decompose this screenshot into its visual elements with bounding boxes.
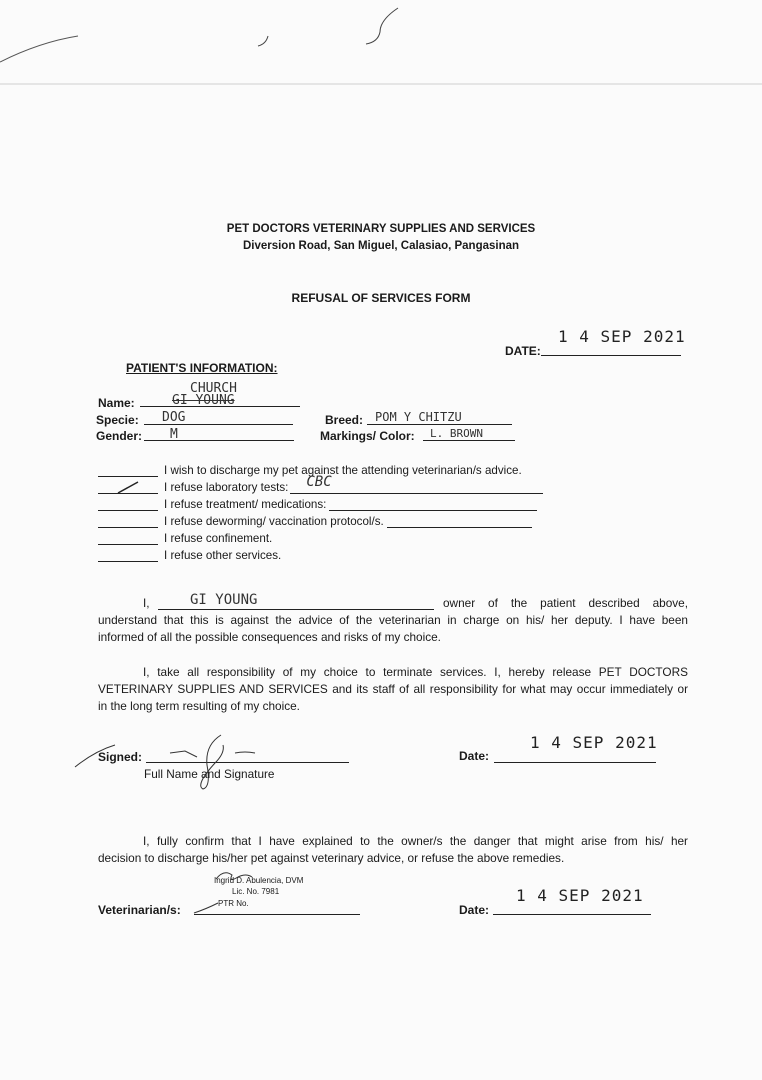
name-label: Name: <box>98 396 135 410</box>
scan-marks <box>0 0 762 100</box>
option-checkbox[interactable] <box>98 513 158 528</box>
markings-value: L. BROWN <box>430 427 483 440</box>
gender-value: M <box>170 427 178 442</box>
company-address: Diversion Road, San Miguel, Calasiao, Pangasinan <box>242 240 520 252</box>
gender-label: Gender: <box>96 429 143 443</box>
signed-date-line <box>494 762 656 763</box>
signed-date-label: Date: <box>459 749 490 763</box>
date-label: DATE: <box>505 344 541 358</box>
statement2-line2: VETERINARY SUPPLIES AND SERVICES and its staff of all responsibility for what may occur immediately or <box>98 682 688 696</box>
stamp-license: Lic. No. 7981 <box>232 887 280 896</box>
markings-label: Markings/ Color: <box>320 429 415 443</box>
option-checkbox[interactable] <box>98 462 158 477</box>
breed-label: Breed: <box>325 413 364 427</box>
option-row-treatment <box>98 494 537 511</box>
breed-value: POM Y CHITZU <box>375 410 462 424</box>
veterinarian-date-stamp: 1 4 SEP 2021 <box>516 886 644 905</box>
option-row-confinement <box>98 528 272 545</box>
statement3-line2: decision to discharge his/her pet against veterinary advice, or refuse the above remedies. <box>98 851 565 865</box>
patient-section-title: PATIENT'S INFORMATION: <box>126 361 278 375</box>
company-name: PET DOCTORS VETERINARY SUPPLIES AND SERVICES <box>226 223 536 235</box>
option-text: I refuse confinement. <box>164 532 273 545</box>
statement1-line3: informed of all the possible consequences and risks of my choice. <box>98 630 441 644</box>
lab-tests-line <box>290 474 543 494</box>
option-text: I refuse laboratory tests: <box>164 481 289 494</box>
option-text: I wish to discharge my pet against the attending veterinarian/s advice. <box>164 464 522 477</box>
statement1-line2: understand that this is against the advice of the veterinarian in charge on his/ her deputy. I have been <box>98 613 688 627</box>
signed-label: Signed: <box>98 750 142 764</box>
veterinarian-label: Veterinarian/s: <box>98 903 181 917</box>
option-row-lab-tests <box>98 474 543 494</box>
option-checkbox[interactable] <box>98 530 158 545</box>
gender-line <box>144 440 294 441</box>
option-text: I refuse deworming/ vaccination protocol/s. <box>164 515 384 528</box>
stamp-name: Ingrid D. Abulencia, DVM <box>214 876 304 885</box>
option-row-other <box>98 545 281 562</box>
treatment-line <box>329 496 537 511</box>
option-text: I refuse other services. <box>164 549 282 562</box>
breed-line <box>367 424 512 425</box>
statement1-prefix: I, <box>143 596 150 610</box>
name-struck: GI YOUNG <box>172 393 235 408</box>
veterinarian-date-label: Date: <box>459 903 490 917</box>
signed-date-stamp: 1 4 SEP 2021 <box>530 733 658 752</box>
statement1-line1-end: owner of the patient described above, <box>443 596 688 610</box>
lab-tests-value: CBC <box>306 474 332 490</box>
signature-caption: Full Name and Signature <box>144 767 275 781</box>
statement2-line1: I, take all responsibility of my choice to terminate services. I, hereby release PET DOCTORS <box>143 665 688 679</box>
check-mark-icon <box>116 480 140 494</box>
deworming-line <box>387 513 532 528</box>
option-text: I refuse treatment/ medications: <box>164 498 327 511</box>
veterinarian-date-line <box>493 914 651 915</box>
option-checkbox[interactable] <box>98 547 158 562</box>
owner-name-value: GI YOUNG <box>190 592 258 608</box>
stamp-ptr: PTR No. <box>218 899 249 908</box>
option-row-deworming <box>98 511 532 528</box>
date-stamp: 1 4 SEP 2021 <box>558 327 686 346</box>
specie-value: DOG <box>162 410 186 425</box>
date-line <box>541 355 681 356</box>
option-checkbox[interactable] <box>98 496 158 511</box>
statement2-line3: in the long term resulting of my choice. <box>98 699 300 713</box>
statement3-line1: I, fully confirm that I have explained to the owner/s the danger that might arise from his/ her <box>143 834 688 848</box>
name-value: CHURCH <box>190 381 237 396</box>
form-title: REFUSAL OF SERVICES FORM <box>291 291 471 305</box>
markings-line <box>423 440 515 441</box>
specie-label: Specie: <box>96 413 139 427</box>
owner-name-line <box>158 609 434 610</box>
option-checkbox[interactable] <box>98 479 158 494</box>
